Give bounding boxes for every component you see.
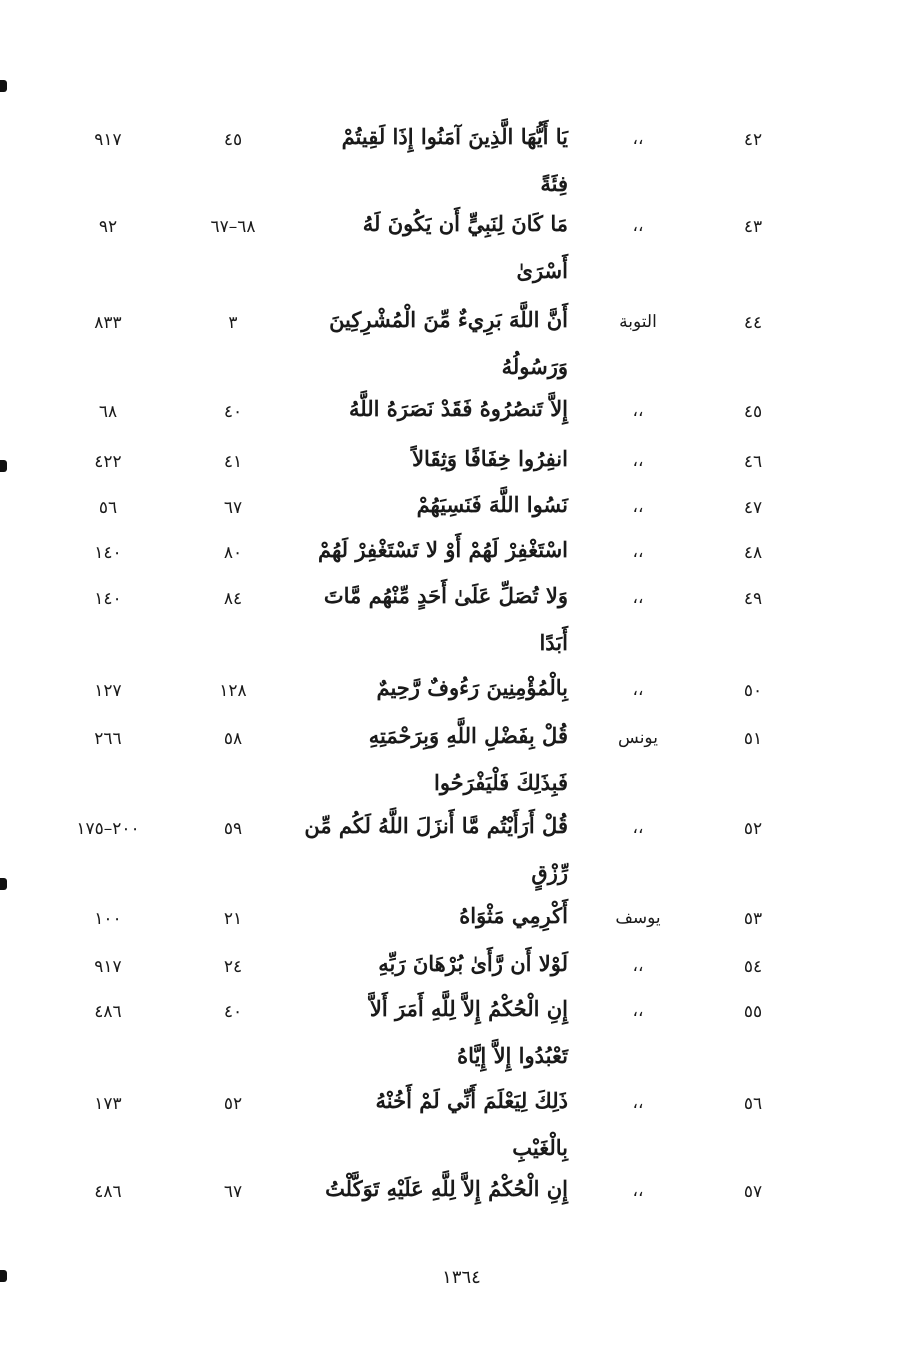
surah-name: ،، (632, 1181, 644, 1201)
ayah-number: ٥٩ (223, 819, 243, 839)
page-reference: ٤٢٢ (94, 452, 122, 472)
entry-number: ٥٠ (743, 681, 763, 701)
entry-number: ٥٧ (743, 1182, 763, 1202)
verse-text: اسْتَغْفِرْ لَهُمْ أَوْ لا تَسْتَغْفِرْ لَهُمْ (318, 537, 568, 562)
surah-name: التوبة (619, 312, 657, 332)
surah-name: ،، (632, 588, 644, 608)
entry-number: ٥٤ (743, 957, 763, 977)
entry-number: ٥٣ (743, 909, 763, 929)
surah-name: ،، (632, 1093, 644, 1113)
surah-name: ،، (632, 401, 644, 421)
verse-text: وَلا تُصَلِّ عَلَىٰ أَحَدٍ مِّنْهُم مَّاتَ (323, 583, 568, 608)
ayah-number: ٦٧ (223, 498, 243, 518)
page-reference: ١٢٧ (94, 681, 122, 701)
ayah-number: ٦٨–٦٧ (210, 217, 256, 237)
page-reference: ١٤٠ (94, 589, 122, 609)
page-number: ١٣٦٤ (442, 1267, 481, 1288)
ayah-number: ٢٤ (223, 957, 243, 977)
entry-number: ٤٣ (743, 217, 763, 237)
ayah-number: ٢١ (223, 909, 243, 929)
verse-text: ذَلِكَ لِيَعْلَمَ أَنِّي لَمْ أَخُنْهُ (375, 1088, 568, 1113)
verse-text: إِلاَّ تَنصُرُوهُ فَقَدْ نَصَرَهُ اللَّهُ (349, 396, 568, 421)
entry-number: ٤٢ (743, 130, 763, 150)
verse-text: انفِرُوا خِفَافًا وَثِقَالاً (412, 446, 568, 471)
entry-number: ٥٥ (743, 1002, 763, 1022)
verse-text: نَسُوا اللَّهَ فَنَسِيَهُمْ (416, 492, 568, 517)
ayah-number: ٤١ (223, 452, 243, 472)
page-reference: ١٧٣ (94, 1094, 122, 1114)
ayah-number: ٤٥ (223, 130, 243, 150)
ayah-number: ٨٤ (223, 589, 243, 609)
verse-text: إِنِ الْحُكْمُ إِلاَّ لِلَّهِ عَلَيْهِ تَوَكَّلْتُ (325, 1176, 568, 1201)
surah-name: يونس (618, 728, 658, 748)
verse-continuation: أَبَدًا (539, 630, 568, 655)
entry-number: ٤٩ (743, 589, 763, 609)
entry-number: ٥٦ (743, 1094, 763, 1114)
page-reference: ٥٦ (98, 498, 118, 518)
surah-name: ،، (632, 216, 644, 236)
page-reference: ٢٠٠–١٧٥ (76, 819, 140, 839)
surah-name: يوسف (615, 908, 661, 928)
surah-name: ،، (632, 680, 644, 700)
verse-continuation: فِئَةً (540, 171, 568, 196)
entry-number: ٥١ (743, 729, 763, 749)
surah-name: ،، (632, 542, 644, 562)
verse-text: قُلْ بِفَضْلِ اللَّهِ وَبِرَحْمَتِهِ (368, 723, 568, 748)
page-reference: ٢٦٦ (94, 729, 122, 749)
ayah-number: ٥٢ (223, 1094, 243, 1114)
ayah-number: ٤٠ (223, 402, 243, 422)
page-reference: ٩٢ (98, 217, 118, 237)
ayah-number: ٤٠ (223, 1002, 243, 1022)
verse-continuation: أَسْرَىٰ (516, 258, 568, 283)
entry-number: ٤٤ (743, 313, 763, 333)
entry-number: ٤٨ (743, 543, 763, 563)
ayah-number: ٥٨ (223, 729, 243, 749)
page-reference: ٦٨ (98, 402, 118, 422)
ayah-number: ٦٧ (223, 1182, 243, 1202)
surah-name: ،، (632, 129, 644, 149)
ayah-number: ١٢٨ (219, 681, 247, 701)
verse-text: إِنِ الْحُكْمُ إِلاَّ لِلَّهِ أَمَرَ أَلاَّ (369, 996, 568, 1021)
page-reference: ٤٨٦ (94, 1002, 122, 1022)
surah-name: ،، (632, 451, 644, 471)
verse-continuation: بِالْغَيْبِ (512, 1135, 568, 1160)
entry-number: ٤٧ (743, 498, 763, 518)
entry-number: ٤٦ (743, 452, 763, 472)
verse-text: قُلْ أَرَأَيْتُم مَّا أَنزَلَ اللَّهُ لَكُم مِّن (304, 813, 568, 838)
verse-text: بِالْمُؤْمِنِينَ رَءُوفٌ رَّحِيمٌ (376, 675, 568, 700)
verse-text: أَنَّ اللَّهَ بَرِيءٌ مِّنَ الْمُشْرِكِينَ (329, 307, 568, 332)
entry-number: ٤٥ (743, 402, 763, 422)
surah-name: ،، (632, 497, 644, 517)
page-reference: ٩١٧ (94, 130, 122, 150)
page-reference: ١٤٠ (94, 543, 122, 563)
verse-continuation: فَبِذَلِكَ فَلْيَفْرَحُوا (433, 770, 568, 795)
verse-continuation: تَعْبُدُوا إِلاَّ إِيَّاهُ (457, 1043, 568, 1068)
ayah-number: ٣ (228, 313, 238, 333)
surah-name: ،، (632, 956, 644, 976)
page-reference: ٩١٧ (94, 957, 122, 977)
verse-text: أَكْرِمِي مَثْوَاهُ (459, 903, 568, 928)
verse-text: لَوْلا أَن رَّأَىٰ بُرْهَانَ رَبِّهِ (378, 951, 568, 976)
entry-number: ٥٢ (743, 819, 763, 839)
page-reference: ١٠٠ (94, 909, 122, 929)
ayah-number: ٨٠ (223, 543, 243, 563)
page-reference: ٨٣٣ (94, 313, 122, 333)
surah-name: ،، (632, 1001, 644, 1021)
verse-continuation: وَرَسُولُهُ (501, 354, 568, 379)
page-reference: ٤٨٦ (94, 1182, 122, 1202)
verse-text: يَا أَيُّهَا الَّذِينَ آمَنُوا إِذَا لَقِيتُمْ (341, 124, 568, 149)
verse-text: مَا كَانَ لِنَبِيٍّ أَن يَكُونَ لَهُ (362, 211, 568, 236)
verse-continuation: رِّزْقٍ (531, 860, 568, 885)
surah-name: ،، (632, 818, 644, 838)
